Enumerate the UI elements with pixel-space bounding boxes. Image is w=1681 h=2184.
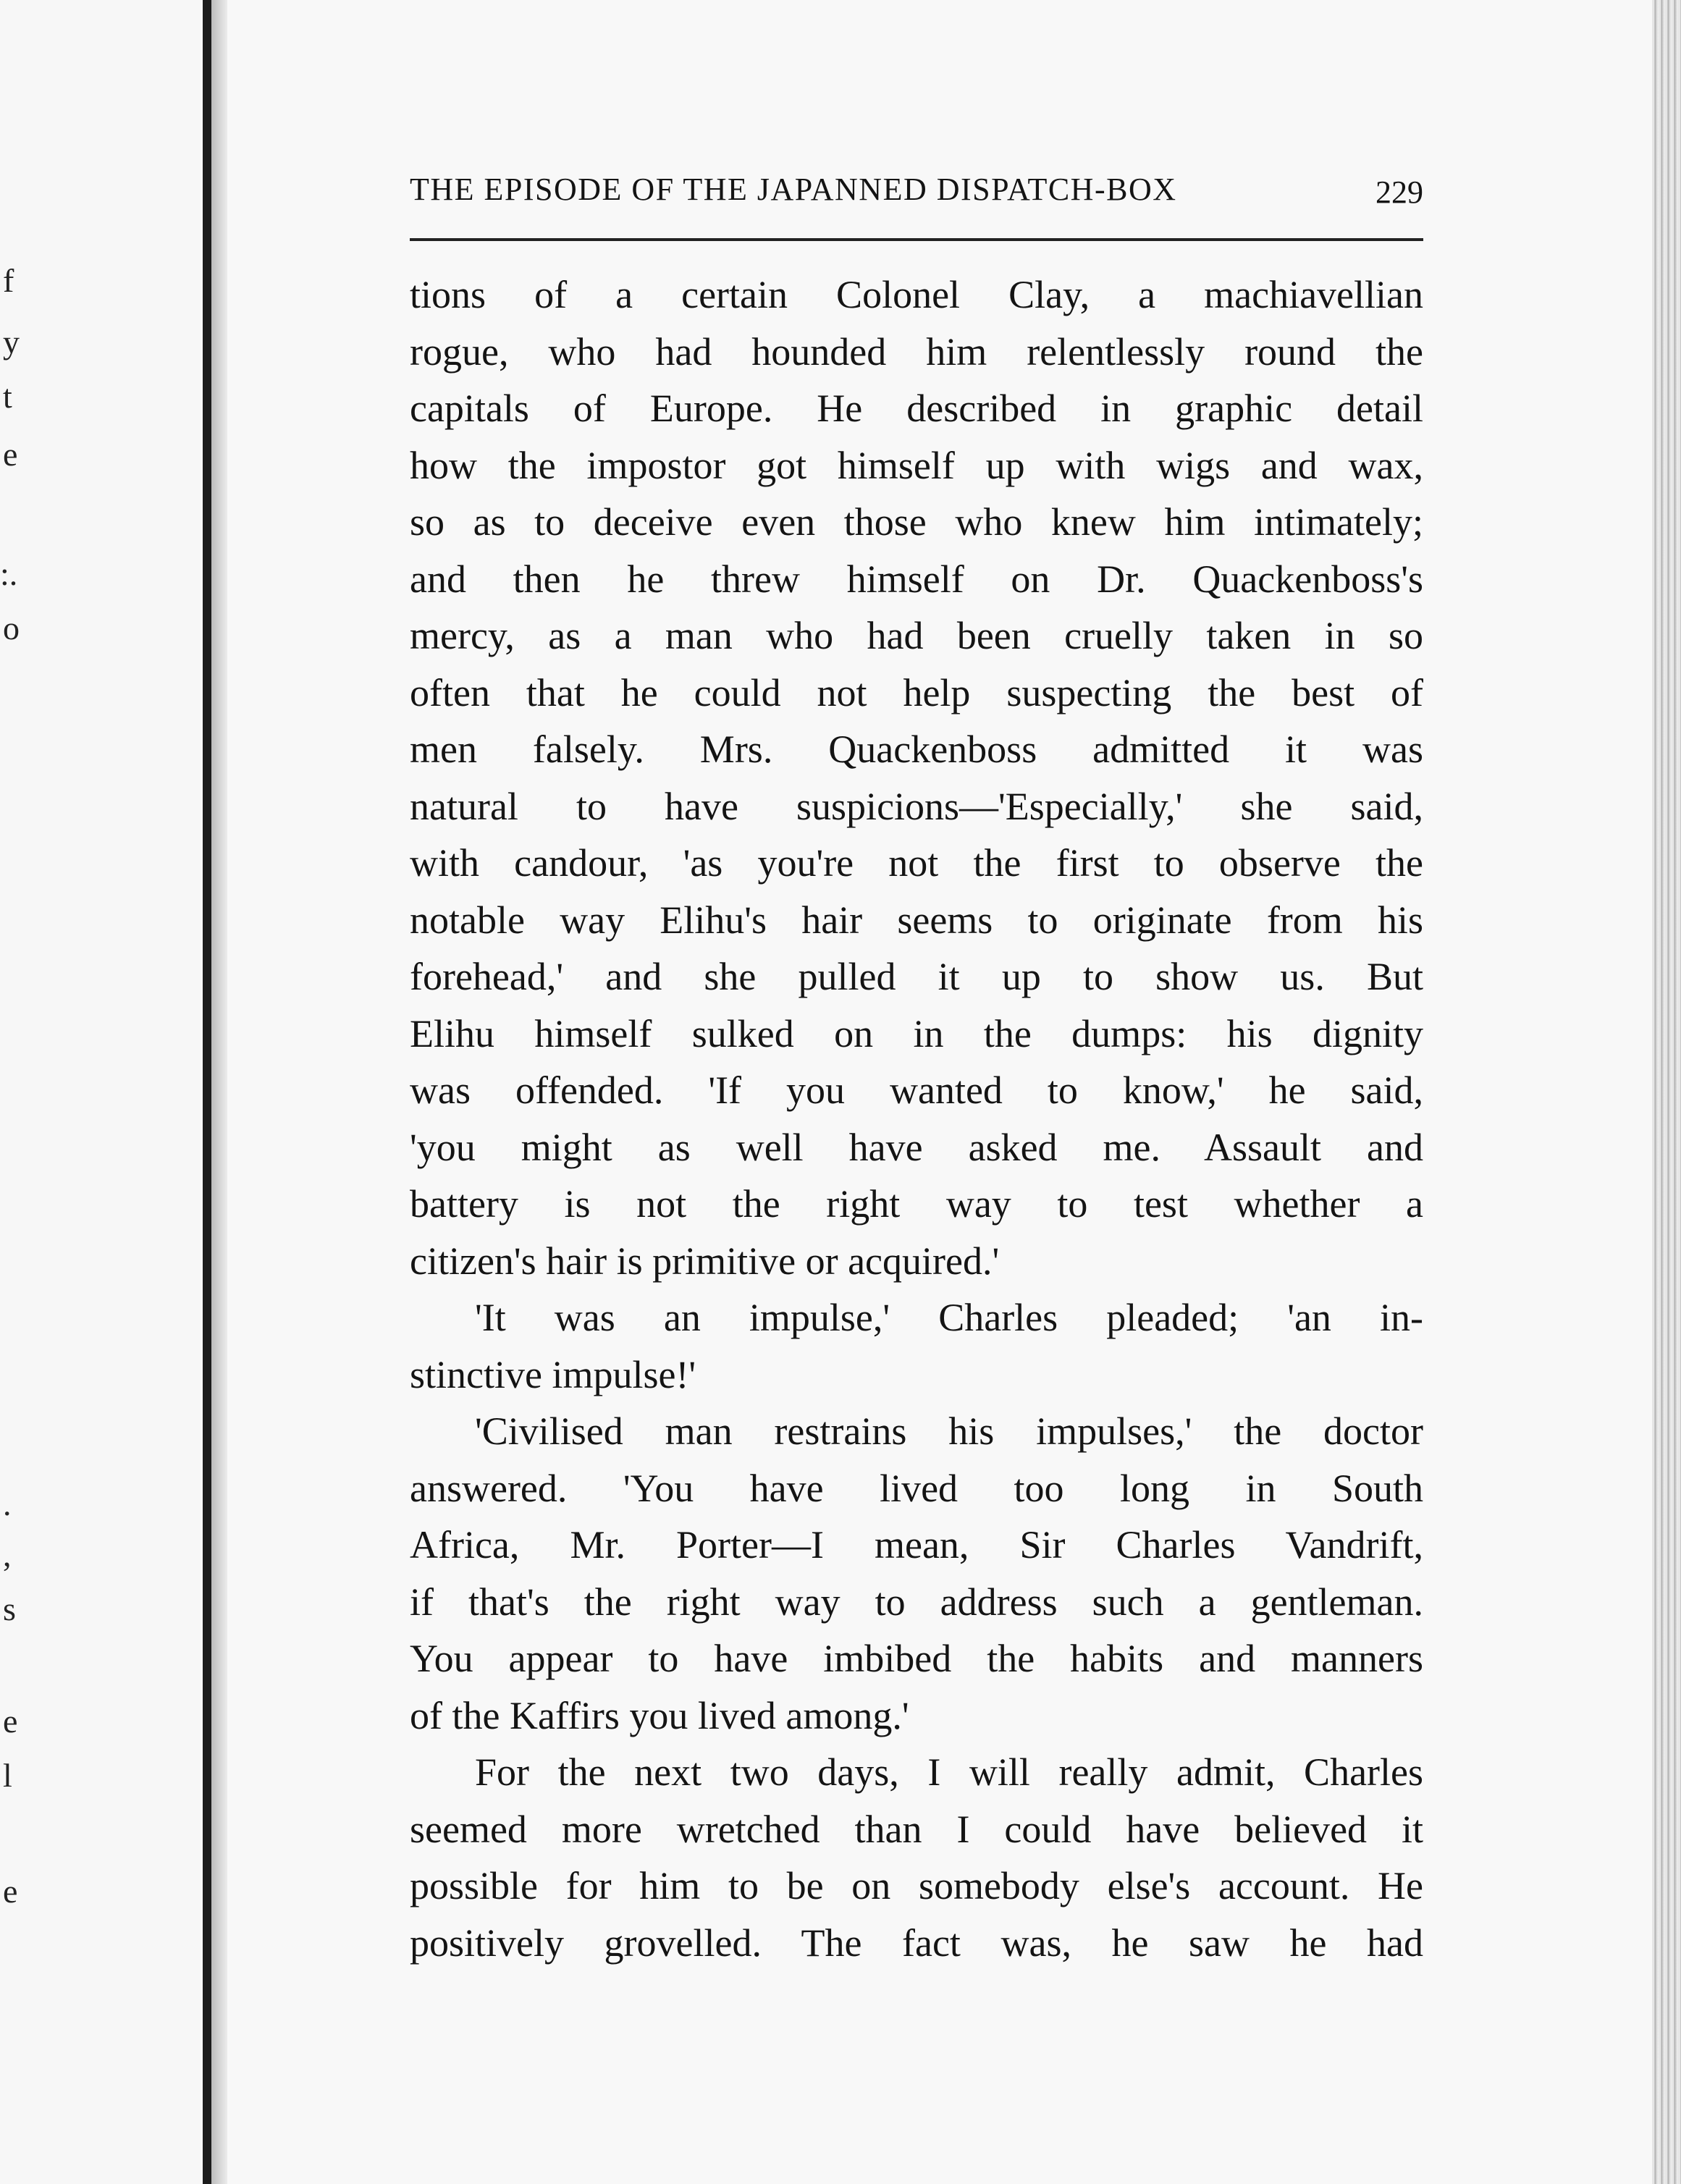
facing-page-edge (0, 0, 203, 2184)
running-header (410, 171, 1423, 214)
text-line: mercy, as a man who had been cruelly taken in so (410, 614, 1423, 657)
page-edge-right (1652, 0, 1681, 2184)
text-line: was offended. 'If you wanted to know,' he said, (410, 1068, 1423, 1112)
text-line: seemed more wretched than I could have believed it (410, 1807, 1423, 1851)
text-line: citizen's hair is primitive or acquired.' (410, 1239, 1000, 1283)
facing-page-fragment: . (3, 1485, 12, 1522)
text-line: Africa, Mr. Porter—I mean, Sir Charles Vandrift, (410, 1523, 1423, 1567)
facing-page-fragment: y (3, 324, 20, 361)
text-line: 'you might as well have asked me. Assault and (410, 1125, 1423, 1169)
text-line: 'It was an impulse,' Charles pleaded; 'an in- (475, 1296, 1423, 1339)
facing-page-fragment: s (3, 1590, 16, 1627)
text-line: of the Kaffirs you lived among.' (410, 1693, 909, 1737)
facing-page-fragment: e (3, 436, 18, 473)
text-line: forehead,' and she pulled it up to show us. But (410, 955, 1423, 998)
gutter-shadow (211, 0, 227, 2184)
book-gutter (203, 0, 211, 2184)
text-line: For the next two days, I will really admit, Charles (475, 1750, 1423, 1794)
facing-page-fragment: l (3, 1757, 12, 1794)
running-title: THE EPISODE OF THE JAPANNED DISPATCH-BOX (410, 172, 1177, 207)
text-line: how the impostor got himself up with wigs and wax, (410, 443, 1423, 487)
facing-page-fragment: o (3, 610, 20, 646)
facing-page-fragment: e (3, 1873, 18, 1910)
text-line: Elihu himself sulked on in the dumps: his dignity (410, 1011, 1423, 1055)
text-line: battery is not the right way to test whether a (410, 1182, 1423, 1226)
text-line: stinctive impulse!' (410, 1352, 696, 1396)
facing-page-fragment: , (3, 1536, 12, 1573)
text-line: and then he threw himself on Dr. Quackenboss's (410, 557, 1423, 601)
text-line: men falsely. Mrs. Quackenboss admitted it was (410, 728, 1423, 771)
text-line: capitals of Europe. He described in graphic detail (410, 387, 1423, 430)
text-line: natural to have suspicions—'Especially,' she said, (410, 784, 1423, 828)
facing-page-fragment: e (3, 1703, 18, 1740)
facing-page-fragment: :. (0, 555, 18, 592)
text-line: if that's the right way to address such a gentleman. (410, 1580, 1423, 1624)
facing-page-fragment: t (3, 378, 12, 415)
page-number: 229 (1375, 174, 1423, 210)
header-rule (410, 238, 1423, 241)
page-body-text (410, 266, 1423, 1971)
text-line: possible for him to be on somebody else's account. He (410, 1864, 1423, 1907)
text-line: rogue, who had hounded him relentlessly round the (410, 329, 1423, 374)
text-line: positively grovelled. The fact was, he saw he had (410, 1921, 1423, 1965)
text-line: with candour, 'as you're not the first to observe the (410, 841, 1423, 885)
text-line: so as to deceive even those who knew him intimately; (410, 500, 1423, 544)
text-line: answered. 'You have lived too long in South (410, 1466, 1423, 1510)
text-line: You appear to have imbibed the habits and manners (410, 1637, 1423, 1680)
text-line: tions of a certain Colonel Clay, a machiavellian (410, 273, 1423, 316)
facing-page-fragment: f (3, 262, 14, 299)
text-line: 'Civilised man restrains his impulses,' the doctor (475, 1409, 1423, 1453)
text-line: notable way Elihu's hair seems to originate from his (410, 898, 1423, 942)
text-line: often that he could not help suspecting the best of (410, 670, 1423, 714)
